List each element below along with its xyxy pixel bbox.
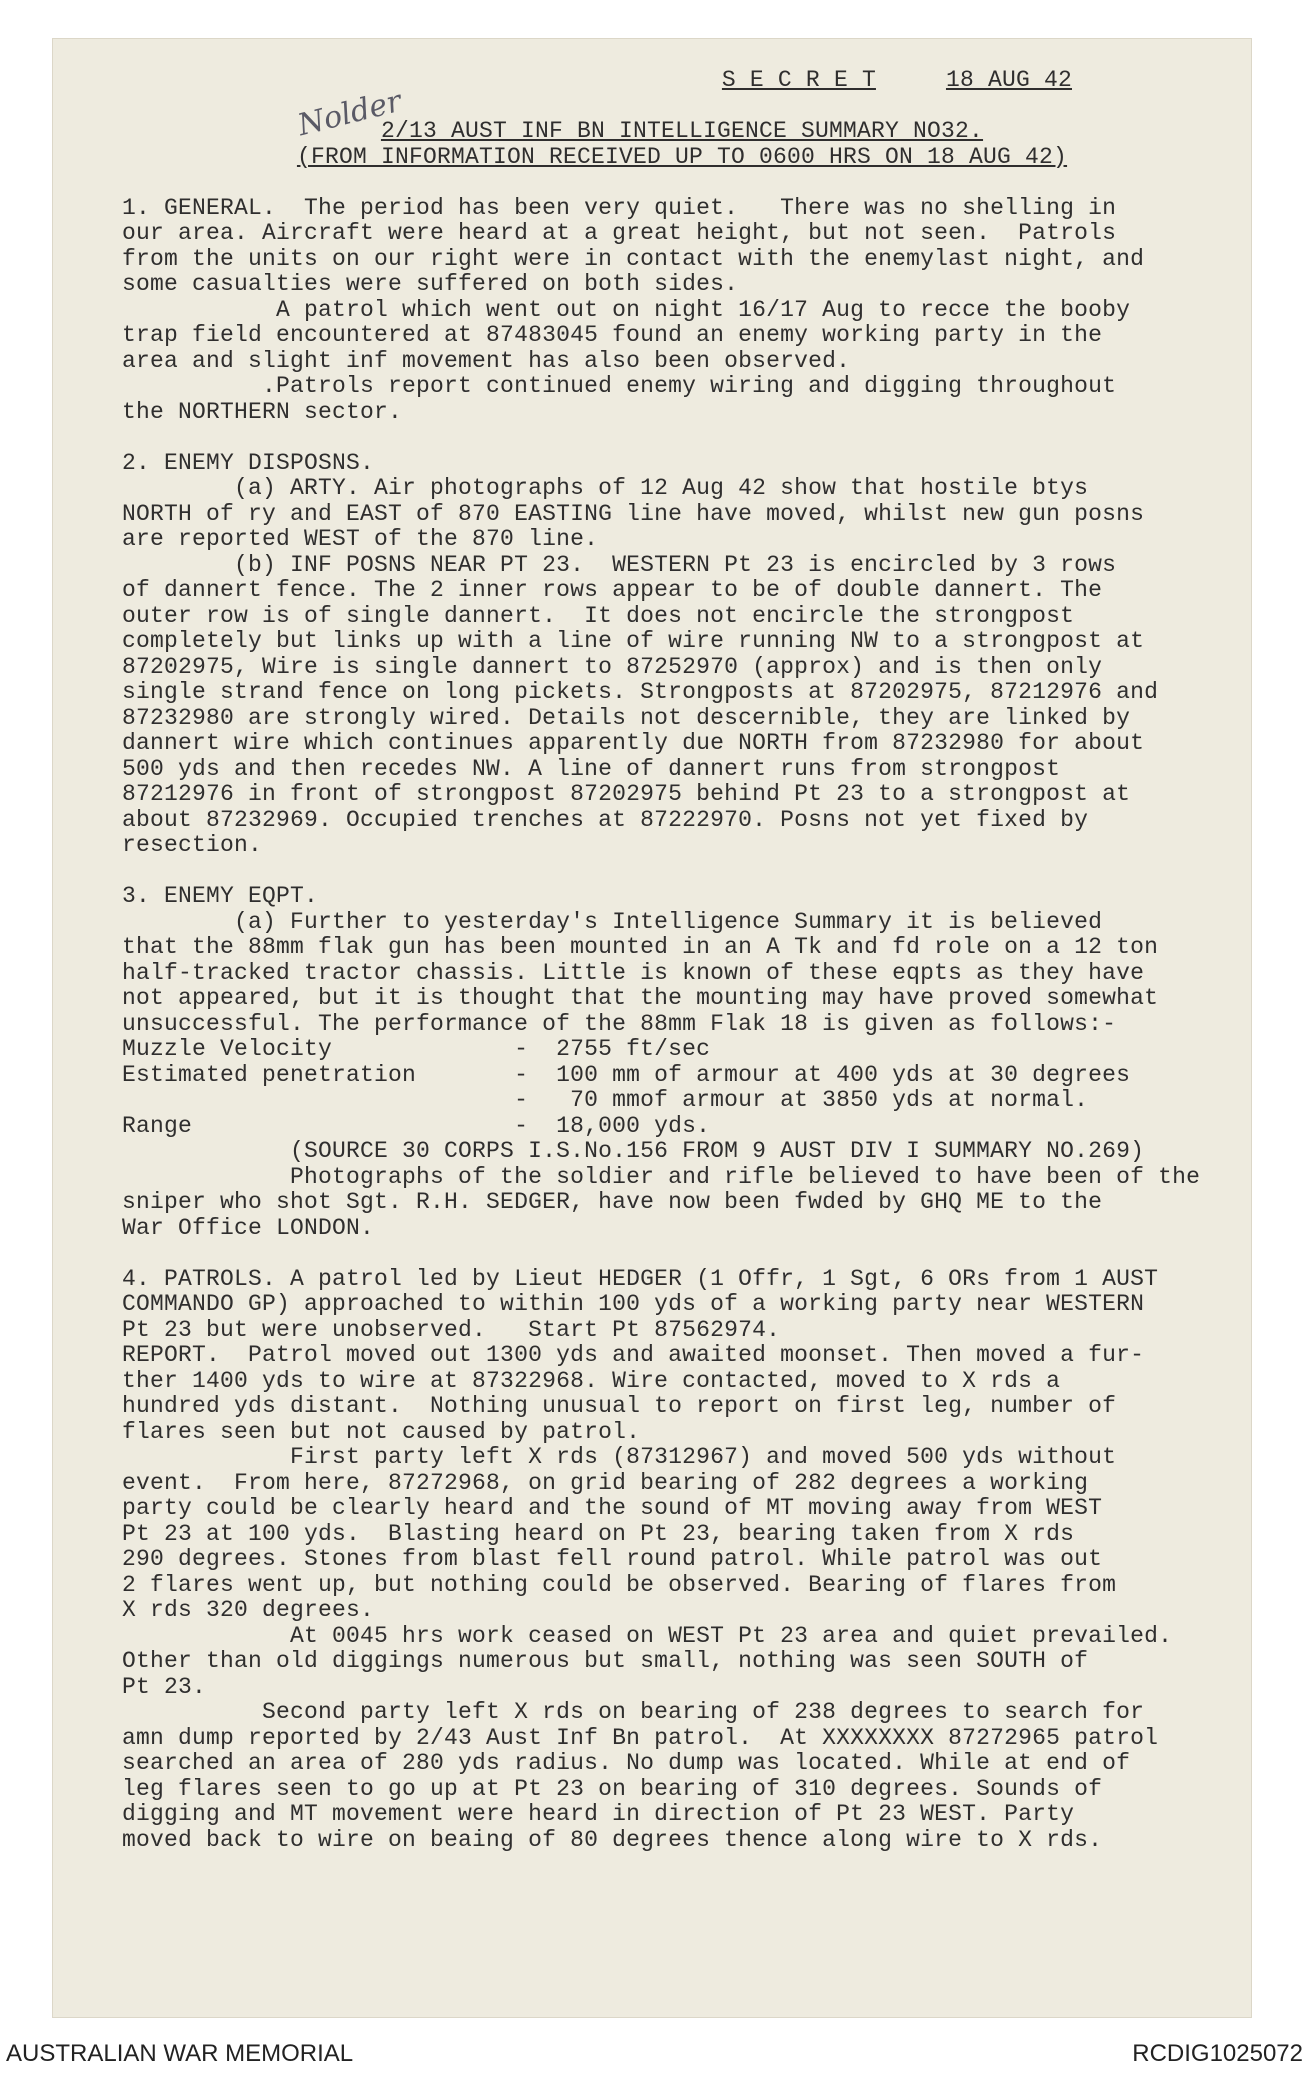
document-body — [122, 68, 1242, 1853]
text-line: party could be clearly heard and the sound of MT moving away from WEST — [122, 1495, 1103, 1521]
text-line: half-tracked tractor chassis. Little is known of these eqpts as they have — [122, 959, 1145, 986]
text-line: moved back to wire on beaing of 80 degrees thence along wire to X rds. — [122, 1826, 1103, 1853]
text-line: 4. PATROLS. A patrol led by Lieut HEDGER (1 Offr, 1 Sgt, 6 ORs from 1 AUST — [122, 1265, 1159, 1292]
text-line: not appeared, but it is thought that the mounting may have proved somewhat — [122, 985, 1159, 1011]
text-line: (b) INF POSNS NEAR PT 23. WESTERN Pt 23 is encircled by 3 rows — [122, 551, 1117, 578]
text-line: of dannert fence. The 2 inner rows appear to be of double dannert. The — [122, 577, 1103, 603]
text-line: sniper who shot Sgt. R.H. SEDGER, have now been fwded by GHQ ME to the — [122, 1189, 1103, 1215]
text-line: 3. ENEMY EQPT. — [122, 883, 319, 909]
text-line: Pt 23. — [122, 1673, 207, 1700]
text-line: COMMANDO GP) approached to within 100 yds of a working party near WESTERN — [122, 1291, 1145, 1317]
text-line: Second party left X rds on bearing of 238 degrees to search for — [122, 1699, 1145, 1725]
text-line: resection. — [122, 832, 263, 858]
text-line: that the 88mm flak gun has been mounted in an A Tk and fd role on a 12 ton — [122, 934, 1159, 960]
document-date: 18 AUG 42 — [945, 67, 1072, 93]
text-line: some casualties were suffered on both sides. — [122, 271, 739, 297]
text-line: hundred yds distant. Nothing unusual to report on first leg, number of — [122, 1393, 1117, 1419]
document-subtitle: (FROM INFORMATION RECEIVED UP TO 0600 HRS ON 18 AUG 42) — [296, 143, 1068, 170]
footer-institution: AUSTRALIAN WAR MEMORIAL — [6, 2040, 354, 2067]
classification: S E C R E T — [721, 67, 876, 93]
text-line: 2. ENEMY DISPOSNS. — [122, 449, 375, 476]
text-line: (SOURCE 30 CORPS I.S.No.156 FROM 9 AUST DIV I SUMMARY NO.269) — [122, 1138, 1145, 1164]
document-page — [52, 38, 1252, 2018]
text-line: amn dump reported by 2/43 Aust Inf Bn patrol. At XXXXXXXX 87272965 patrol — [122, 1724, 1159, 1751]
text-line: - 70 mmof armour at 3850 yds at normal. — [122, 1087, 1089, 1113]
text-line: X rds 320 degrees. — [122, 1597, 375, 1623]
text-line: 1. GENERAL. The period has been very quiet. There was no shelling in — [122, 194, 1117, 221]
text-line: 290 degrees. Stones from blast fell round patrol. While patrol was out — [122, 1546, 1103, 1572]
text-line: Range - 18,000 yds. — [122, 1112, 711, 1139]
text-line: event. From here, 87272968, on grid bearing of 282 degrees a working — [122, 1469, 1089, 1496]
text-line: .Patrols report continued enemy wiring and digging throughout — [122, 373, 1117, 399]
section-enemy-disposns — [122, 451, 1242, 859]
text-line: single strand fence on long pickets. Strongposts at 87202975, 87212976 and — [122, 679, 1159, 705]
text-line: 87212976 in front of strongpost 87202975 behind Pt 23 to a strongpost at — [122, 781, 1131, 807]
section-general — [122, 196, 1242, 426]
text-line: REPORT. Patrol moved out 1300 yds and awaited moonset. Then moved a fur- — [122, 1342, 1145, 1368]
text-line: Muzzle Velocity - 2755 ft/sec — [122, 1036, 711, 1062]
text-line: outer row is of single dannert. It does not encircle the strongpost — [122, 602, 1075, 629]
text-line: NORTH of ry and EAST of 870 EASTING line have moved, whilst new gun posns — [122, 500, 1145, 527]
text-line: ther 1400 yds to wire at 87322968. Wire contacted, moved to X rds a — [122, 1367, 1061, 1394]
handwritten-signature: Nolder — [294, 83, 405, 144]
text-line: dannert wire which continues apparently due NORTH from 87232980 for about — [122, 730, 1145, 756]
text-line: about 87232969. Occupied trenches at 87222970. Posns not yet fixed by — [122, 806, 1089, 833]
text-line: are reported WEST of the 870 line. — [122, 526, 599, 552]
text-line: searched an area of 280 yds radius. No dump was located. While at end of — [122, 1750, 1131, 1776]
text-line: the NORTHERN sector. — [122, 398, 403, 425]
text-line: unsuccessful. The performance of the 88mm Flak 18 is given as follows:- — [122, 1010, 1117, 1037]
text-line: leg flares seen to go up at Pt 23 on bearing of 310 degrees. Sounds of — [122, 1775, 1103, 1802]
text-line: At 0045 hrs work ceased on WEST Pt 23 area and quiet prevailed. — [122, 1622, 1173, 1649]
header-classification-date — [122, 68, 1242, 94]
text-line: Estimated penetration - 100 mm of armour at 400 yds at 30 degrees — [122, 1061, 1131, 1088]
section-enemy-eqpt — [122, 884, 1242, 1241]
text-line: Pt 23 but were unobserved. Start Pt 87562974. — [122, 1316, 781, 1343]
text-line: (a) ARTY. Air photographs of 12 Aug 42 show that hostile btys — [122, 475, 1089, 501]
text-line: completely but links up with a line of wire running NW to a strongpost at — [122, 628, 1145, 654]
text-line: Pt 23 at 100 yds. Blasting heard on Pt 23, bearing taken from X rds — [122, 1520, 1075, 1547]
text-line: (a) Further to yesterday's Intelligence Summary it is believed — [122, 908, 1103, 935]
text-line: A patrol which went out on night 16/17 Aug to recce the booby — [122, 296, 1131, 323]
text-line: 87232980 are strongly wired. Details not descernible, they are linked by — [122, 704, 1131, 731]
text-line: First party left X rds (87312967) and moved 500 yds without — [122, 1444, 1117, 1470]
section-patrols — [122, 1267, 1242, 1854]
text-line: 87202975, Wire is single dannert to 87252970 (approx) and is then only — [122, 653, 1103, 680]
text-line: our area. Aircraft were heard at a great height, but not seen. Patrols — [122, 220, 1117, 246]
text-line: trap field encountered at 87483045 found an enemy working party in the — [122, 322, 1103, 348]
document-title: 2/13 AUST INF BN INTELLIGENCE SUMMARY NO32. — [380, 118, 984, 144]
text-line: digging and MT movement were heard in direction of Pt 23 WEST. Party — [122, 1801, 1075, 1827]
text-line: Other than old diggings numerous but small, nothing was seen SOUTH of — [122, 1648, 1089, 1674]
text-line: War Office LONDON. — [122, 1214, 375, 1241]
text-line: from the units on our right were in contact with the enemylast night, and — [122, 245, 1145, 272]
footer — [0, 2040, 1309, 2070]
text-line: area and slight inf movement has also been observed. — [122, 347, 851, 374]
text-line: flares seen but not caused by patrol. — [122, 1418, 641, 1445]
text-line: Photographs of the soldier and rifle believed to have been of the — [122, 1163, 1201, 1190]
text-line: 500 yds and then recedes NW. A line of dannert runs from strongpost — [122, 755, 1061, 782]
text-line: 2 flares went up, but nothing could be observed. Bearing of flares from — [122, 1571, 1117, 1598]
footer-record-id: RCDIG1025072 — [1132, 2040, 1303, 2067]
